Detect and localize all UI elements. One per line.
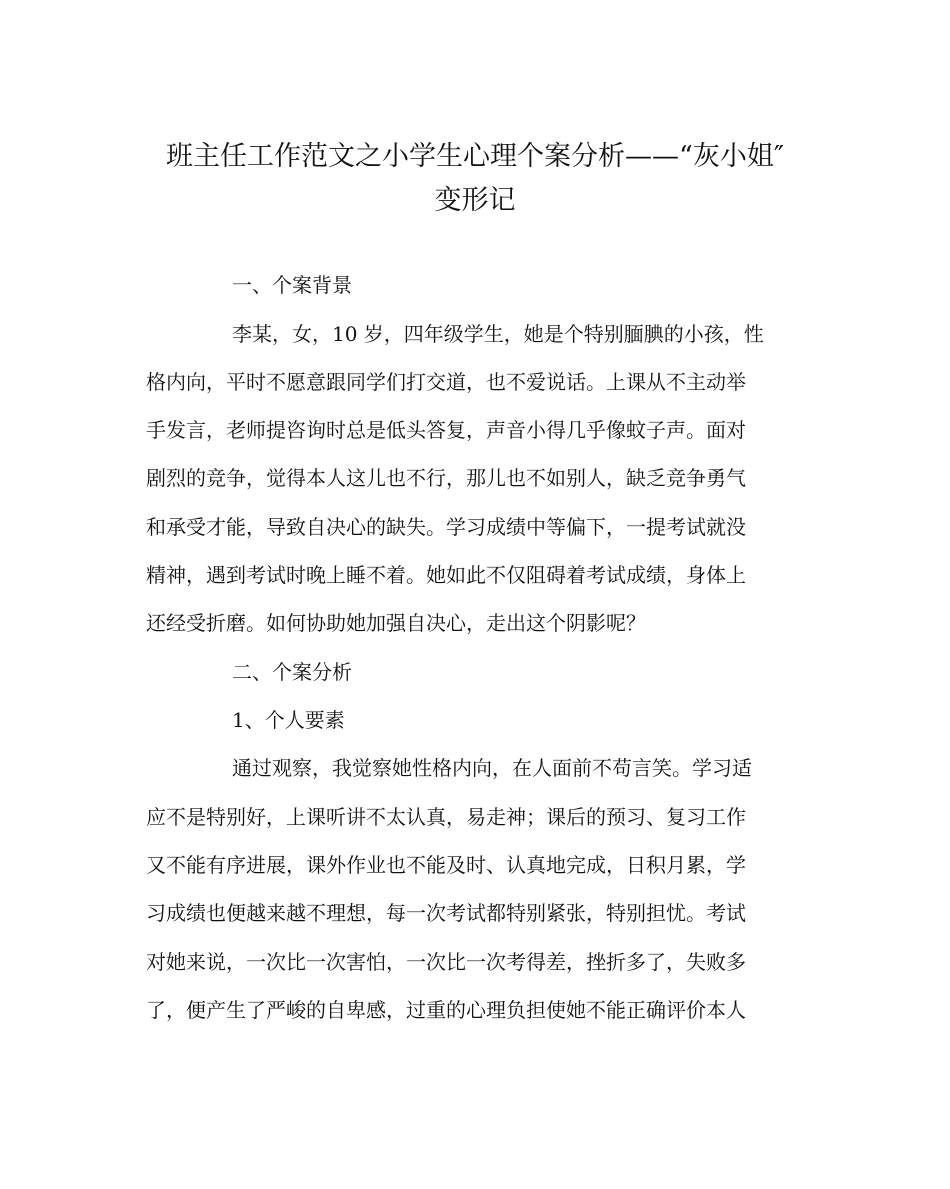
paragraph-line: 对她来说，一次比一次害怕，一次比一次考得差，挫折多了，失败多 <box>146 950 746 974</box>
paragraph-line: 了，便产生了严峻的自卑感，过重的心理负担使她不能正确评价本人 <box>146 998 746 1022</box>
paragraph-line: 应不是特别好，上课听讲不太认真，易走神；课后的预习、复习工作 <box>146 805 746 829</box>
paragraph-line: 李某，女，10 岁，四年级学生，她是个特别腼腆的小孩，性 <box>232 322 764 346</box>
paragraph-line: 格内向，平时不愿意跟同学们打交道，也不爱说话。上课从不主动举 <box>146 370 746 394</box>
document-title-line-1: 班主任工作范文之小学生心理个案分析——“灰小姐″ <box>166 141 784 172</box>
paragraph-line: 习成绩也便越来越不理想，每一次考试都特别紧张，特别担忧。考试 <box>146 901 746 925</box>
section-heading-background: 一、个案背景 <box>232 273 352 297</box>
document-title-line-2: 变形记 <box>434 185 516 216</box>
paragraph-line: 还经受折磨。如何协助她加强自决心，走出这个阴影呢？ <box>146 611 646 635</box>
paragraph-line: 手发言，老师提咨询时总是低头答复，声音小得几乎像蚊子声。面对 <box>146 418 746 442</box>
paragraph-line: 剧烈的竞争，觉得本人这儿也不行，那儿也不如别人，缺乏竞争勇气 <box>146 466 746 490</box>
paragraph-line: 和承受才能，导致自决心的缺失。学习成绩中等偏下，一提考试就没 <box>146 515 746 539</box>
paragraph-line: 又不能有序进展，课外作业也不能及时、认真地完成，日积月累，学 <box>146 853 746 877</box>
paragraph-line: 通过观察，我觉察她性格内向，在人面前不苟言笑。学习适 <box>232 756 752 780</box>
subsection-heading-personal: 1、个人要素 <box>232 708 345 732</box>
section-heading-analysis: 二、个案分析 <box>232 660 352 684</box>
paragraph-line: 精神，遇到考试时晚上睡不着。她如此不仅阻碍着考试成绩，身体上 <box>146 563 746 587</box>
